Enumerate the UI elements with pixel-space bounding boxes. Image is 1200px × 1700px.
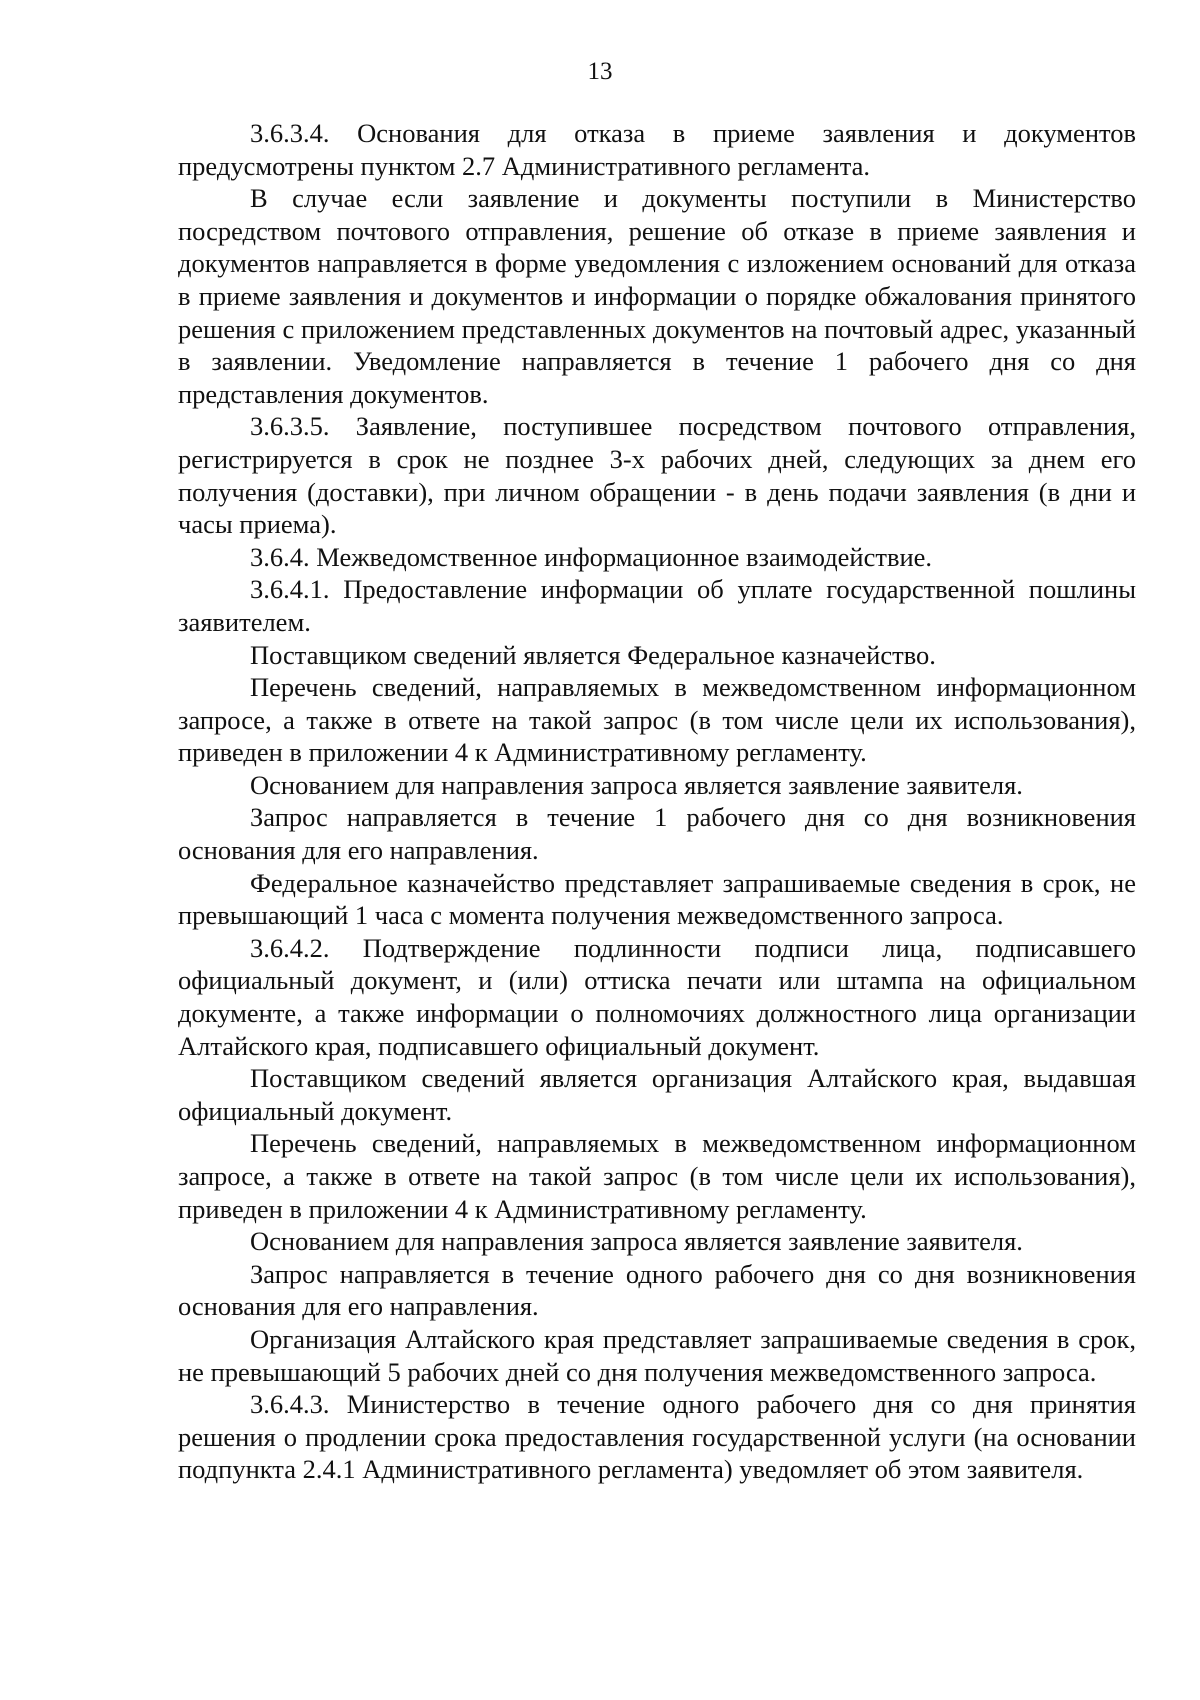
paragraph-request-timing-2: Запрос направляется в течение одного рабочего дня со дня возникновения основания для его направления. <box>178 1258 1136 1322</box>
paragraph-postal-refusal: В случае если заявление и документы поступили в Министерство посредством почтового отправления, решение об отказе в приеме заявления и документов направляется в форме уведомления с изложением оснований для отказа в приеме заявления и документов и информации о порядке обжалования принятого решения с приложением представленных документов на почтовый адрес, указанный в заявлении. Уведомление направляется в течение 1 рабочего дня со дня представления документов. <box>178 183 1136 409</box>
paragraph-3-6-3-5: 3.6.3.5. Заявление, поступившее посредством почтового отправления, регистрируется в срок не позднее 3-х рабочих дней, следующих за днем его получения (доставки), при личном обращении - в день подачи заявления (в дни и часы приема). <box>178 411 1136 540</box>
paragraph-request-timing-1: Запрос направляется в течение 1 рабочего дня со дня возникновения основания для его направления. <box>178 802 1136 866</box>
paragraph-treasury-response: Федеральное казначейство представляет запрашиваемые сведения в срок, не превышающий 1 часа с момента получения межведомственного запроса. <box>178 867 1136 931</box>
paragraph-supplier-treasury: Поставщиком сведений является Федеральное казначейство. <box>250 639 936 670</box>
page-number: 13 <box>587 58 613 85</box>
paragraph-3-6-4-1: 3.6.4.1. Предоставление информации об уплате государственной пошлины заявителем. <box>178 574 1136 637</box>
paragraph-request-basis-2: Основанием для направления запроса является заявление заявителя. <box>250 1226 1023 1257</box>
paragraph-organization-response: Организация Алтайского края представляет запрашиваемые сведения в срок, не превышающий 5 рабочих дней со дня получения межведомственного запроса. <box>178 1323 1136 1387</box>
paragraph-3-6-3-4: 3.6.3.4. Основания для отказа в приеме заявления и документов предусмотрены пунктом 2.7 Административного регламента. <box>178 118 1136 181</box>
paragraph-request-basis-1: Основанием для направления запроса является заявление заявителя. <box>250 769 1023 800</box>
paragraph-3-6-4-2: 3.6.4.2. Подтверждение подлинности подписи лица, подписавшего официальный документ, и (или) оттиска печати или штампа на официальном документе, а также информации о полномочиях должностного лица организации Алтайского края, подписавшего официальный документ. <box>178 932 1136 1061</box>
paragraph-info-list-1: Перечень сведений, направляемых в межведомственном информационном запросе, а также в ответе на такой запрос (в том числе цели их использования), приведен в приложении 4 к Административному регламенту. <box>178 672 1136 768</box>
paragraph-supplier-organization: Поставщиком сведений является организация Алтайского края, выдавшая официальный документ. <box>178 1063 1136 1126</box>
paragraph-3-6-4: 3.6.4. Межведомственное информационное взаимодействие. <box>250 541 933 572</box>
paragraph-info-list-2: Перечень сведений, направляемых в межведомственном информационном запросе, а также в ответе на такой запрос (в том числе цели их использования), приведен в приложении 4 к Административному регламенту. <box>178 1128 1136 1224</box>
document-body <box>178 117 1136 1486</box>
paragraph-3-6-4-3: 3.6.4.3. Министерство в течение одного рабочего дня со дня принятия решения о продлении срока предоставления государственной услуги (на основании подпункта 2.4.1 Административного регламента) уведомляет об этом заявителя. <box>178 1389 1136 1485</box>
